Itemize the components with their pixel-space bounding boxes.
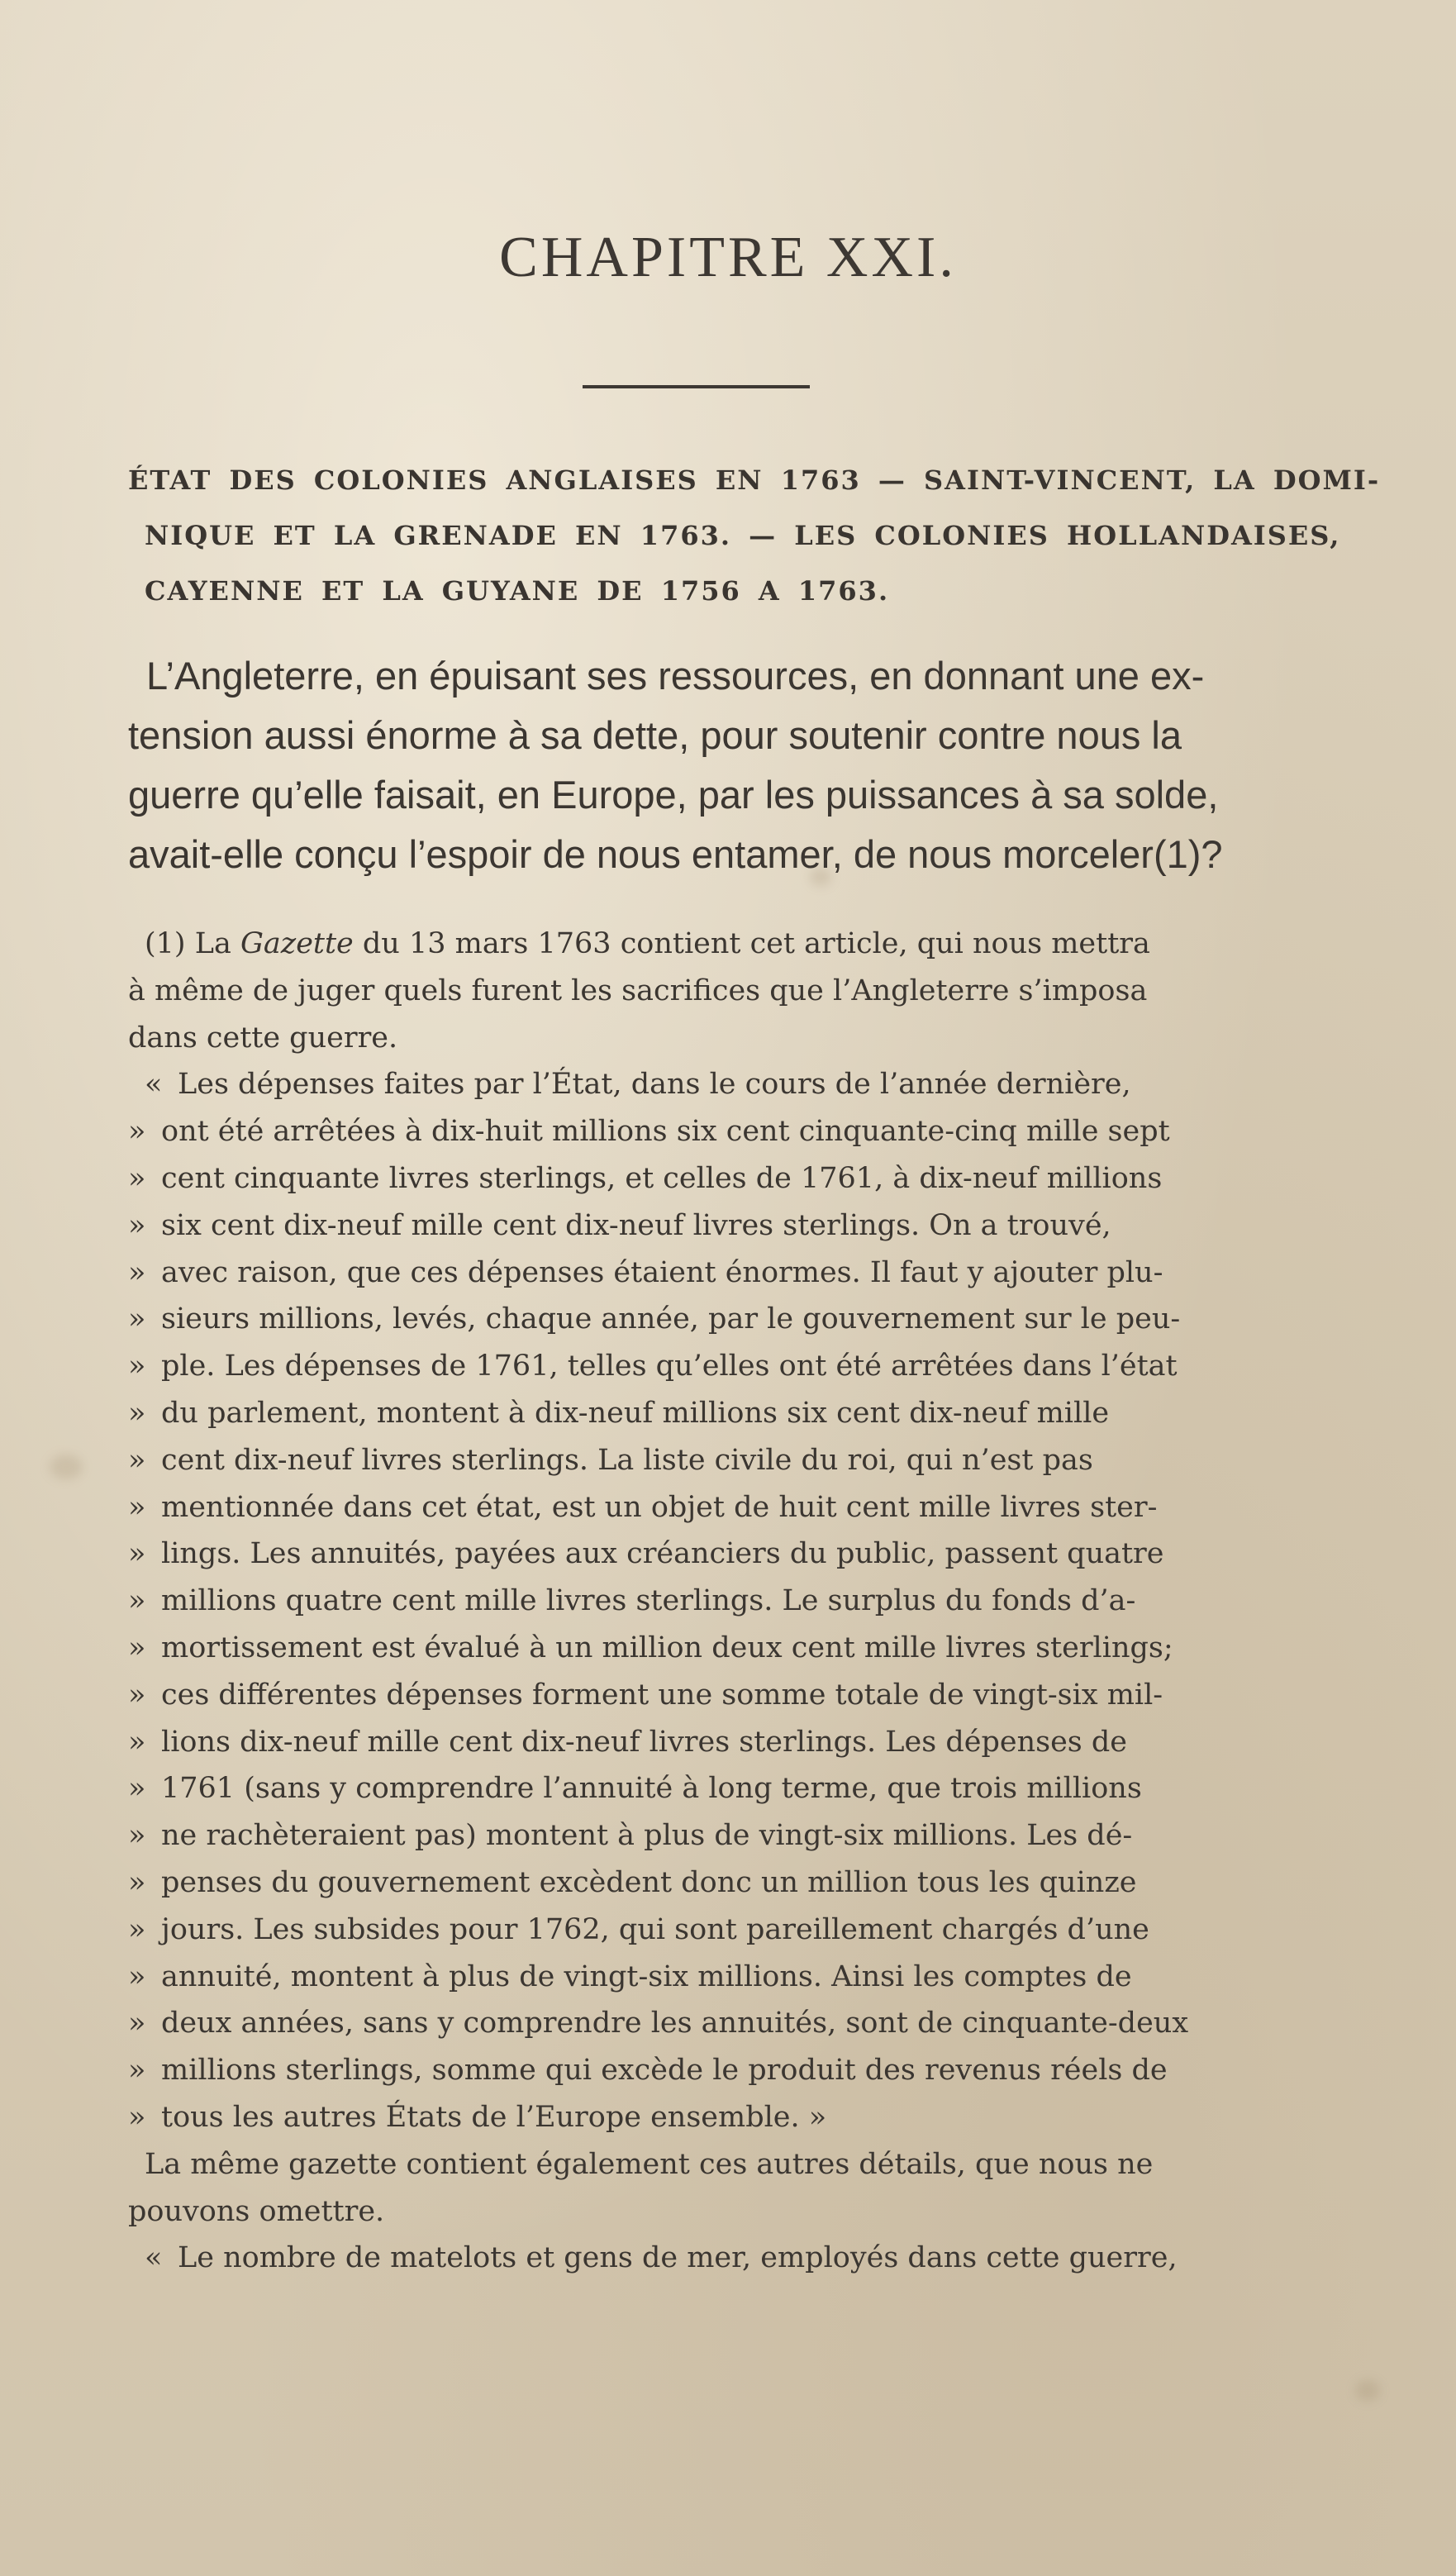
quote-line <box>128 1765 1339 1812</box>
quote-line <box>128 1672 1339 1719</box>
continuation-mark: » <box>128 2007 146 2040</box>
quote-line-text: millions sterlings, somme qui excède le produit des revenus réels de <box>161 2054 1168 2088</box>
continuation-mark: » <box>128 1725 146 1759</box>
footnote-prefix: (1) La <box>145 927 240 960</box>
quote-line <box>128 1390 1339 1437</box>
main-paragraph <box>128 646 1339 884</box>
quote-line-text: ne rachèteraient pas) montent à plus de vingt-six millions. Les dé- <box>161 1819 1133 1853</box>
body-line: tension aussi énorme à sa dette, pour soutenir contre nous la <box>128 713 1182 757</box>
continuation-mark: » <box>128 1302 146 1336</box>
footnote-line: La même gazette contient également ces autres détails, que nous ne <box>145 2147 1154 2181</box>
continuation-mark: » <box>128 1584 146 1618</box>
quote-line-text: tous les autres États de l’Europe ensemble. » <box>161 2100 827 2134</box>
footnote-line: pouvons omettre. <box>128 2194 385 2228</box>
quote-line-text: lions dix-neuf mille cent dix-neuf livres sterlings. Les dépenses de <box>161 1725 1127 1759</box>
continuation-mark: » <box>128 1161 146 1195</box>
quote-line <box>128 1484 1339 1531</box>
summary-line: CAYENNE ET LA GUYANE DE 1756 A 1763. <box>145 575 890 607</box>
quote-line-text: annuité, montent à plus de vingt-six millions. Ainsi les comptes de <box>161 1959 1132 1993</box>
quote-line <box>128 1296 1339 1343</box>
quote-line <box>128 1202 1339 1250</box>
quote-line <box>128 1343 1339 1390</box>
summary-line: ÉTAT DES COLONIES ANGLAISES EN 1763 — SAINT-VINCENT, LA DOMI- <box>128 464 1381 496</box>
continuation-mark: » <box>128 1443 146 1477</box>
quote-open-mark: « <box>145 1068 163 1102</box>
quote-line-text: cent cinquante livres sterlings, et celles de 1761, à dix-neuf millions <box>161 1161 1163 1195</box>
continuation-mark: » <box>128 2054 146 2088</box>
continuation-mark: » <box>128 1772 146 1806</box>
paper-stain <box>50 1455 83 1479</box>
continuation-mark: » <box>128 1631 146 1664</box>
quote-line <box>128 1625 1339 1672</box>
continuation-mark: » <box>128 1912 146 1946</box>
continuation-mark: » <box>128 1537 146 1571</box>
footnote-suffix: du 13 mars 1763 contient cet article, qui nous mettra <box>353 927 1150 960</box>
quote-line <box>128 1859 1339 1907</box>
quote-line-text: penses du gouvernement excèdent donc un million tous les quinze <box>161 1865 1137 1899</box>
quote-line-text: du parlement, montent à dix-neuf millions six cent dix-neuf mille <box>161 1396 1110 1430</box>
body-line: guerre qu’elle faisait, en Europe, par les puissances à sa solde, <box>128 773 1219 817</box>
quote-line <box>128 1907 1339 1954</box>
quote-text: Le nombre de matelots et gens de mer, employés dans cette guerre, <box>178 2241 1178 2275</box>
chapter-summary <box>128 453 1381 619</box>
summary-line: NIQUE ET LA GRENADE EN 1763. — LES COLONIES HOLLANDAISES, <box>145 520 1341 551</box>
quote-line <box>128 1108 1339 1155</box>
quote-line <box>128 1250 1339 1297</box>
quote-line <box>128 1531 1339 1578</box>
quote-line-text: ont été arrêtées à dix-huit millions six cent cinquante-cinq mille sept <box>161 1115 1170 1149</box>
quote-line <box>128 1155 1339 1202</box>
quote-line-text: jours. Les subsides pour 1762, qui sont pareillement chargés d’une <box>161 1912 1149 1946</box>
quote-open-mark: « <box>145 2241 163 2275</box>
quote-line <box>128 1437 1339 1484</box>
continuation-mark: » <box>128 1396 146 1430</box>
quote-first-line <box>128 1061 1339 1108</box>
quote-text: Les dépenses faites par l’État, dans le cours de l’année dernière, <box>178 1068 1131 1102</box>
quote-first-line <box>128 2235 1339 2282</box>
quote-line <box>128 1719 1339 1766</box>
continuation-mark: » <box>128 1350 146 1383</box>
continuation-mark: » <box>128 1819 146 1853</box>
continuation-mark: » <box>128 1678 146 1712</box>
quote-line-text: mentionnée dans cet état, est un objet de huit cent mille livres ster- <box>161 1490 1158 1524</box>
quote-line-text: lings. Les annuités, payées aux créanciers du public, passent quatre <box>161 1537 1164 1571</box>
continuation-mark: » <box>128 1115 146 1149</box>
quote-line-text: millions quatre cent mille livres sterlings. Le surplus du fonds d’a- <box>161 1584 1136 1618</box>
gazette-title: Gazette <box>240 927 354 960</box>
quote-line-text: six cent dix-neuf mille cent dix-neuf livres sterlings. On a trouvé, <box>161 1208 1111 1242</box>
footnote-line: dans cette guerre. <box>128 1021 398 1055</box>
quote-line-text: ces différentes dépenses forment une somme totale de vingt-six mil- <box>161 1678 1163 1712</box>
quote-continuation <box>128 1108 1339 2141</box>
footnote-line <box>128 921 1339 968</box>
continuation-mark: » <box>128 2100 146 2134</box>
quote-line <box>128 1578 1339 1625</box>
continuation-mark: » <box>128 1959 146 1993</box>
quote-line <box>128 2094 1339 2141</box>
body-line: L’Angleterre, en épuisant ses ressources, en donnant une ex- <box>146 654 1205 698</box>
body-line: avait-elle conçu l’espoir de nous entamer, de nous morceler(1)? <box>128 832 1223 876</box>
quote-line <box>128 1954 1339 2001</box>
quote-line-text: deux années, sans y comprendre les annuités, sont de cinquante-deux <box>161 2007 1189 2040</box>
quote-line-text: ple. Les dépenses de 1761, telles qu’elles ont été arrêtées dans l’état <box>161 1350 1178 1383</box>
quote-line-text: avec raison, que ces dépenses étaient énormes. Il faut y ajouter plu- <box>161 1255 1163 1289</box>
quote-line-text: cent dix-neuf livres sterlings. La liste civile du roi, qui n’est pas <box>161 1443 1093 1477</box>
quote-line <box>128 2047 1339 2094</box>
continuation-mark: » <box>128 1255 146 1289</box>
continuation-mark: » <box>128 1865 146 1899</box>
continuation-mark: » <box>128 1208 146 1242</box>
footnote-line: à même de juger quels furent les sacrifices que l’Angleterre s’imposa <box>128 974 1148 1007</box>
quote-line <box>128 2000 1339 2047</box>
quote-line-text: 1761 (sans y comprendre l’annuité à long terme, que trois millions <box>161 1772 1142 1806</box>
continuation-mark: » <box>128 1490 146 1524</box>
footnote <box>128 921 1339 2282</box>
quote-line-text: sieurs millions, levés, chaque année, par le gouvernement sur le peu- <box>161 1302 1181 1336</box>
quote-line-text: mortissement est évalué à un million deux cent mille livres sterlings; <box>161 1631 1173 1664</box>
chapter-title: CHAPITRE XXI. <box>499 226 957 289</box>
title-divider <box>583 385 810 388</box>
paper-stain <box>1355 2380 1380 2401</box>
quote-line <box>128 1812 1339 1859</box>
